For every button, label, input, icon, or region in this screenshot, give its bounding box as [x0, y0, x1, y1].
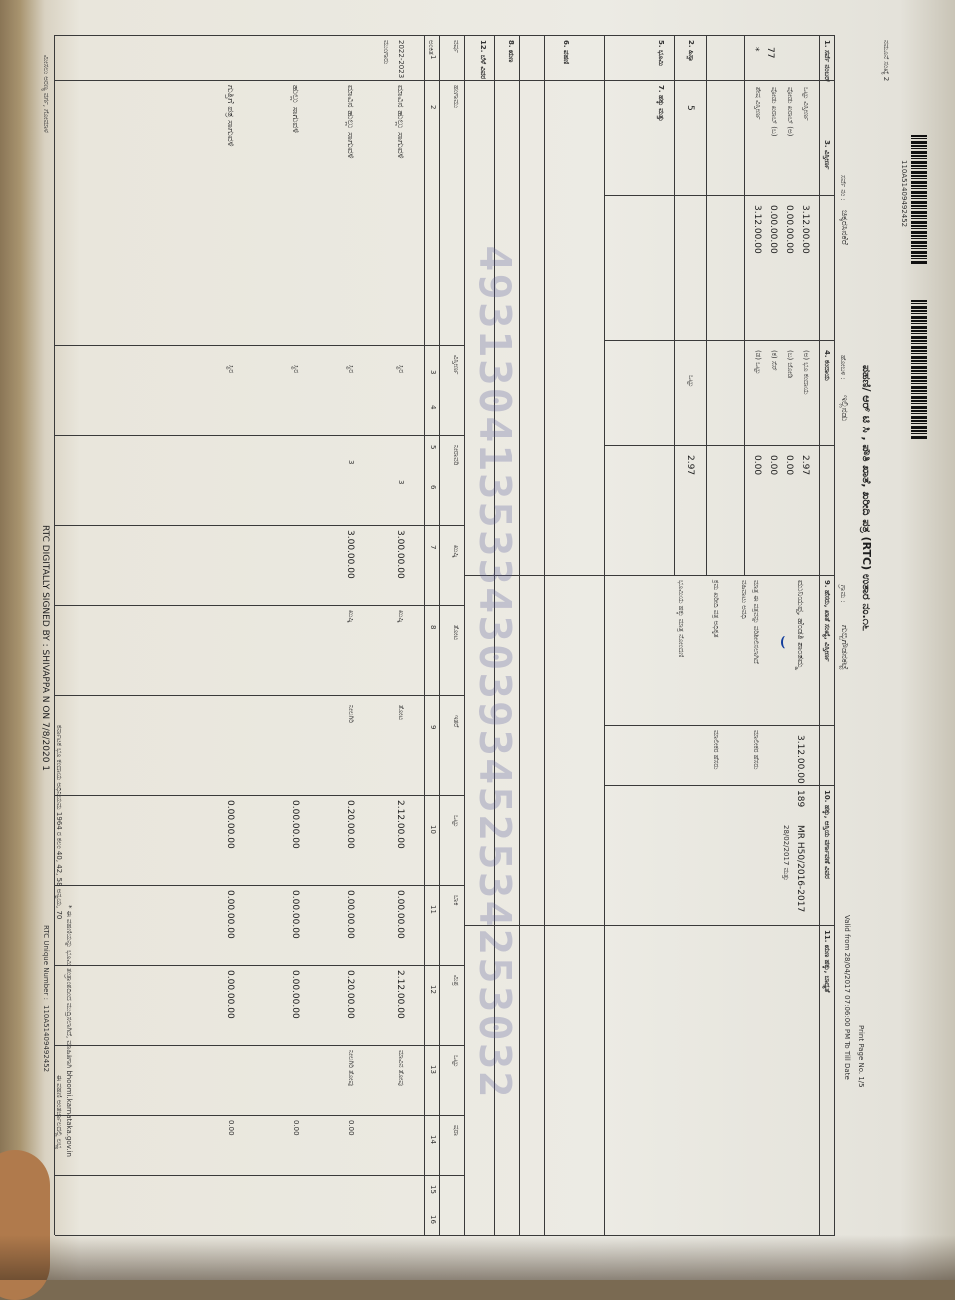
note1b: ವಹಿವಾಟು ಅವಧಿ — [740, 580, 748, 619]
area-row-label: ಪೋಡು ಖರಾಬ್ (ಬ) — [770, 87, 778, 137]
col-number: 6 — [429, 485, 437, 490]
row-line — [674, 35, 675, 575]
village-label: ಗ್ರಾಮ : — [839, 585, 847, 603]
col-line — [605, 340, 835, 341]
crop-v10: 0.20.00.00 — [345, 800, 355, 849]
crop-col-line — [55, 525, 465, 526]
col1-header: 1. ಸರ್ವೆ ನಂಬರ್ — [823, 40, 831, 83]
bottom-note: * ಈ ಪಹಣಿಯನ್ನು ಭೂಮಿ ತಂತ್ರಾಂಶದಿಂದ ಮುದ್ರಿಸಲಾಗಿದೆ, ಮಾಹಿತಿಗಾಗಿ bhoomi.karnataka.gov.in — [65, 905, 73, 1157]
area-row-label: ಪೋಡು ಖರಾಬ್ (ಅ) — [786, 87, 794, 137]
crop-v14: 0.00 — [347, 1120, 355, 1136]
crop-header-line — [424, 35, 425, 1235]
survey-star: * — [750, 47, 760, 52]
left-note: ಮೀಸಲು ಅರಣ್ಯ ವರ್ಗ, ಗೋಮಾಳ — [42, 55, 50, 133]
col-number: 10 — [429, 825, 437, 834]
col-number: 5 — [429, 445, 437, 450]
barcode-right — [911, 300, 927, 440]
crop-remark: ಮಾವಿನ ತೋಪು — [397, 1050, 405, 1086]
crop-c3: 3 — [397, 480, 405, 485]
row-line — [744, 35, 745, 575]
unique-label: RTC Unique Number : — [42, 925, 50, 1000]
crop-detail: ನೀಲಗಿರಿ — [347, 705, 355, 723]
unique-number: 110A51409492452 — [42, 1005, 50, 1073]
crop-name: ಗುತ್ತಿಗೆ ಪತ್ರ ಸಾಗುವಳಿ — [225, 85, 235, 147]
owner-name: ಮುನಿಯಪ್ಪ, ಹೆಂಡತಿ ಶಾಂತಮ್ಮ — [795, 580, 805, 669]
area-value: 3.12.00.00 — [752, 205, 762, 254]
kandaya-label: (ಕ) ಸೆಸ್ — [770, 350, 778, 371]
crop-area: 3.00.00.00 — [395, 530, 405, 579]
crop-v11: 0.00.00.00 — [345, 890, 355, 939]
kandaya-value: 0.00 — [752, 455, 762, 476]
row-line — [706, 35, 707, 575]
col-line — [465, 80, 835, 81]
row-line — [819, 35, 820, 1235]
col-number: 2 — [429, 105, 437, 110]
owner-khata: 189 — [795, 790, 805, 808]
col-number: 16 — [429, 1215, 437, 1224]
pen-mark: ⌣ — [772, 635, 797, 650]
photo-shadow — [0, 1235, 955, 1280]
crop-kushki: ಸ್ಥಿರ — [397, 365, 405, 374]
crop-kind: ಖುಷ್ಕಿ — [347, 610, 355, 623]
survey-number: 77 — [765, 47, 775, 59]
col10-header: 10. ಹಕ್ಕು, ಆಸ್ತಿಯ ವರ್ಗಾವಣೆ ವಿವರ — [823, 790, 831, 879]
col9-header: 9. ಹೆಸರು, ಖಾತೆ ಸಂಖ್ಯೆ, ವಿಸ್ತೀರ್ಣ — [823, 580, 831, 662]
total-label: ಒಟ್ಟು — [687, 375, 695, 388]
crop-v12: 0.20.00.00 — [345, 970, 355, 1019]
crop-area: 3.00.00.00 — [345, 530, 355, 579]
right-note: ಈ ಪಹಣಿ ಅಂತರ್ಜಾಲದಲ್ಲಿ ಲಭ್ಯ — [55, 1075, 63, 1149]
area-row-label: ಒಟ್ಟು ವಿಸ್ತೀರ್ಣ — [802, 87, 810, 121]
crop-header: ಬಾಕಿ — [452, 895, 460, 906]
crop-col-line — [55, 435, 465, 436]
crop-v11: 0.00.00.00 — [395, 890, 405, 939]
crop-kushki: ಸ್ಥಿರ — [347, 365, 355, 374]
col-number: 13 — [429, 1065, 437, 1074]
col-number: 9 — [429, 725, 437, 730]
col-number: 4 — [429, 405, 437, 410]
note1: ಮಾತ್ರ ಈ ಪತ್ರವನ್ನು ಪರಿಶೀಲಿಸಲಾಗಿದೆ — [752, 580, 760, 664]
col-number: 12 — [429, 985, 437, 994]
crop-v10: 2.12.00.00 — [395, 800, 405, 849]
mr-number: MR H50/2016-2017 — [795, 825, 805, 913]
crop-name: ಮಾವಿನ ಹುಲ್ಲು ಸಾಗುವಳಿ — [395, 85, 405, 159]
crop-remark: ನೀಲಗಿರಿ ತೋಪು — [347, 1050, 355, 1087]
col-number: 8 — [429, 625, 437, 630]
area-row-label: ಶೇಷ ವಿಸ್ತೀರ್ಣ — [754, 87, 762, 120]
document-title: ಪಹಣಿ/ ಆರ್ ಟಿ ಸಿ , ಪೌತಿ ಖಾತೆ, ಖರೀದಿ ಪತ್ರ (RTC) ಉತಾರ ನಂ.೧೬ — [860, 365, 873, 632]
law-note: ಕರ್ನಾಟಕ ಭೂ ಕಂದಾಯ ಅಧಿನಿಯಮ 1964 ರ ಕಲಂ 40, 42, 58 ಅನ್ವಯ, 70 — [55, 725, 63, 920]
hissa-value: 5 — [685, 105, 695, 111]
crop-col-line — [55, 1115, 465, 1116]
col4-header: 4. ಕಂದಾಯ — [823, 350, 831, 381]
crop-season: ಮುಂಗಾರು — [382, 40, 390, 65]
rtc-document — [35, 25, 935, 1255]
crop-col-line — [55, 80, 465, 81]
crop-header: ಒಟ್ಟು — [452, 815, 460, 828]
left-label-8: 8. ಋಣ — [507, 40, 515, 63]
crop-kind: ಖುಷ್ಕಿ — [397, 610, 405, 623]
village-value: ಗುಬ್ಬಿಗೌಡನಕಟ್ಟೆ — [839, 625, 849, 670]
col-number: 7 — [429, 545, 437, 550]
kandaya-value: 0.00 — [768, 455, 778, 476]
left-side-word: ಅಂಕಿತ — [427, 40, 435, 55]
survey-label: ಸರ್ವೆ ನಂ : — [839, 175, 847, 201]
crop-header: ವರ್ಷ — [452, 40, 460, 53]
crop-col-line — [55, 885, 465, 886]
table-border-bottom — [54, 35, 55, 1235]
left-label-7: 7. ಹಕ್ಕು ಮತ್ತು — [657, 85, 665, 122]
note2-owner: ಮಾಲೀಕರ ಹೆಸರು — [712, 730, 720, 770]
crop-col-line — [55, 965, 465, 966]
crop-year: 2022-2023 — [397, 40, 405, 79]
col2-header: 2. ಹಿಸ್ಸಾ — [687, 40, 695, 62]
col-number: 15 — [429, 1185, 437, 1194]
col-line — [465, 925, 835, 926]
crop-header: ಇತರೆ — [452, 715, 460, 728]
form-label: ನಮೂನೆ ಸಂಖ್ಯೆ 2 — [882, 40, 890, 82]
kandaya-label: (ಡ) ಒಟ್ಟು — [754, 350, 762, 375]
crop-kushki: ಸ್ಥಿರ — [292, 365, 300, 374]
crop-v11: 0.00.00.00 — [225, 890, 235, 939]
mr-date: 28/02/2017 ಮತ್ತು — [782, 825, 790, 881]
crop-c3: 3 — [347, 460, 355, 465]
crop-header: ನೀರಾವರಿ — [452, 445, 460, 466]
col11-header: 11. ಋಣ ಹಕ್ಕು, ಬಾಧ್ಯತೆ — [823, 930, 831, 993]
hobli-value: ಇಲ್ಲಿನಡು — [839, 395, 849, 422]
barcode-number: 110A51409492452 — [900, 160, 908, 228]
crop-header: ವಿಸ್ತೀರ್ಣ — [452, 355, 460, 375]
crop-col-line — [55, 345, 465, 346]
kandaya-label: (ಅ) ಭೂ ಕಂದಾಯ — [802, 350, 810, 395]
hobli-label: ಹೋಬಳಿ : — [839, 355, 847, 380]
total-value: 2.97 — [685, 455, 695, 476]
watermark-number: 493130413533430393452534253032 — [469, 245, 520, 1100]
crop-col-line — [55, 1045, 465, 1046]
crop-col-line — [55, 695, 465, 696]
col3-header: 3. ವಿಸ್ತೀರ್ಣ — [823, 140, 831, 170]
left-label-5: 5. ಭೂಮಿ — [657, 40, 665, 66]
crop-header: ಖುಷ್ಕಿ — [452, 545, 460, 558]
col-line — [605, 195, 835, 196]
crop-col-line — [55, 795, 465, 796]
col-line — [605, 445, 835, 446]
crop-header: ಷರಾ — [452, 1125, 460, 1136]
row-line — [604, 35, 605, 1235]
row-line — [544, 35, 545, 1235]
crop-v10: 0.00.00.00 — [290, 800, 300, 849]
table-border-left — [55, 35, 835, 36]
note2: ಕ್ರಮ ಖರೀದಿ ಪತ್ರ ಅಧಿಕೃತ — [712, 580, 720, 638]
crop-v14: 0.00 — [227, 1120, 235, 1136]
signed-by: RTC DIGITALLY SIGNED BY : SHIVAPPA N ON 7/8/2020 1 — [40, 525, 50, 772]
crop-name: ಮಾವಿನ ಹುಲ್ಲು ಸಾಗುವಳಿ — [345, 85, 355, 159]
col-number: 1 — [429, 55, 437, 60]
barcode-left — [911, 135, 927, 265]
col-line — [605, 725, 835, 726]
crop-v12: 0.00.00.00 — [290, 970, 300, 1019]
crop-v10: 0.00.00.00 — [225, 800, 235, 849]
crop-v11: 0.00.00.00 — [290, 890, 300, 939]
kandaya-value: 2.97 — [800, 455, 810, 476]
survey-value: ಚಿಕ್ಕರಸಿನಕೆರೆ — [839, 210, 849, 246]
col-number: 11 — [429, 905, 437, 914]
table-border-top — [834, 35, 835, 1235]
note3: ಭೂಮಿಯ ಹಕ್ಕು ಮಾತ್ರ ನೋಂದಣಿ — [677, 580, 685, 658]
crop-header-line — [439, 35, 440, 1235]
crop-col-line — [55, 605, 465, 606]
area-value: 0.00.00.00 — [784, 205, 794, 254]
area-value: 3.12.00.00 — [800, 205, 810, 254]
col-line — [465, 575, 835, 576]
row-line — [464, 35, 465, 1235]
crop-header: ಮಿಶ್ರ — [452, 975, 460, 986]
crop-header: ಹಂಗಾಮು — [452, 85, 460, 109]
print-page: Print Page No. 1/5 — [857, 1025, 865, 1088]
kandaya-value: 0.00 — [784, 455, 794, 476]
area-value: 0.00.00.00 — [768, 205, 778, 254]
note1-owner: ಮಾಲೀಕರ ಹೆಸರು — [752, 730, 760, 770]
owner-area: 3.12.00.00 — [795, 735, 805, 784]
left-label-6: 6. ಪಹಣಿ — [562, 40, 570, 65]
crop-v14: 0.00 — [292, 1120, 300, 1136]
valid-from: Valid from 28/04/2017 07:06:00 PM To Till Date — [843, 915, 851, 1080]
crop-detail: ತೋಟ — [397, 705, 405, 721]
col-number: 3 — [429, 370, 437, 375]
crop-header: ಒಟ್ಟು — [452, 1055, 460, 1068]
crop-kushki: ಸ್ಥಿರ — [227, 365, 235, 374]
crop-v12: 0.00.00.00 — [225, 970, 235, 1019]
crop-col-line — [55, 1175, 465, 1176]
crop-section-label: 12. ಬೆಳೆ ವಿವರ — [479, 40, 487, 80]
col-number: 14 — [429, 1135, 437, 1144]
crop-header: ತೋಟ — [452, 625, 460, 641]
crop-name: ಹುಲ್ಲು ಸಾಗುವಳಿ — [290, 85, 300, 134]
kandaya-label: (ಬ) ಜೋಡಿ — [786, 350, 794, 379]
crop-v12: 2.12.00.00 — [395, 970, 405, 1019]
col-line — [605, 785, 835, 786]
